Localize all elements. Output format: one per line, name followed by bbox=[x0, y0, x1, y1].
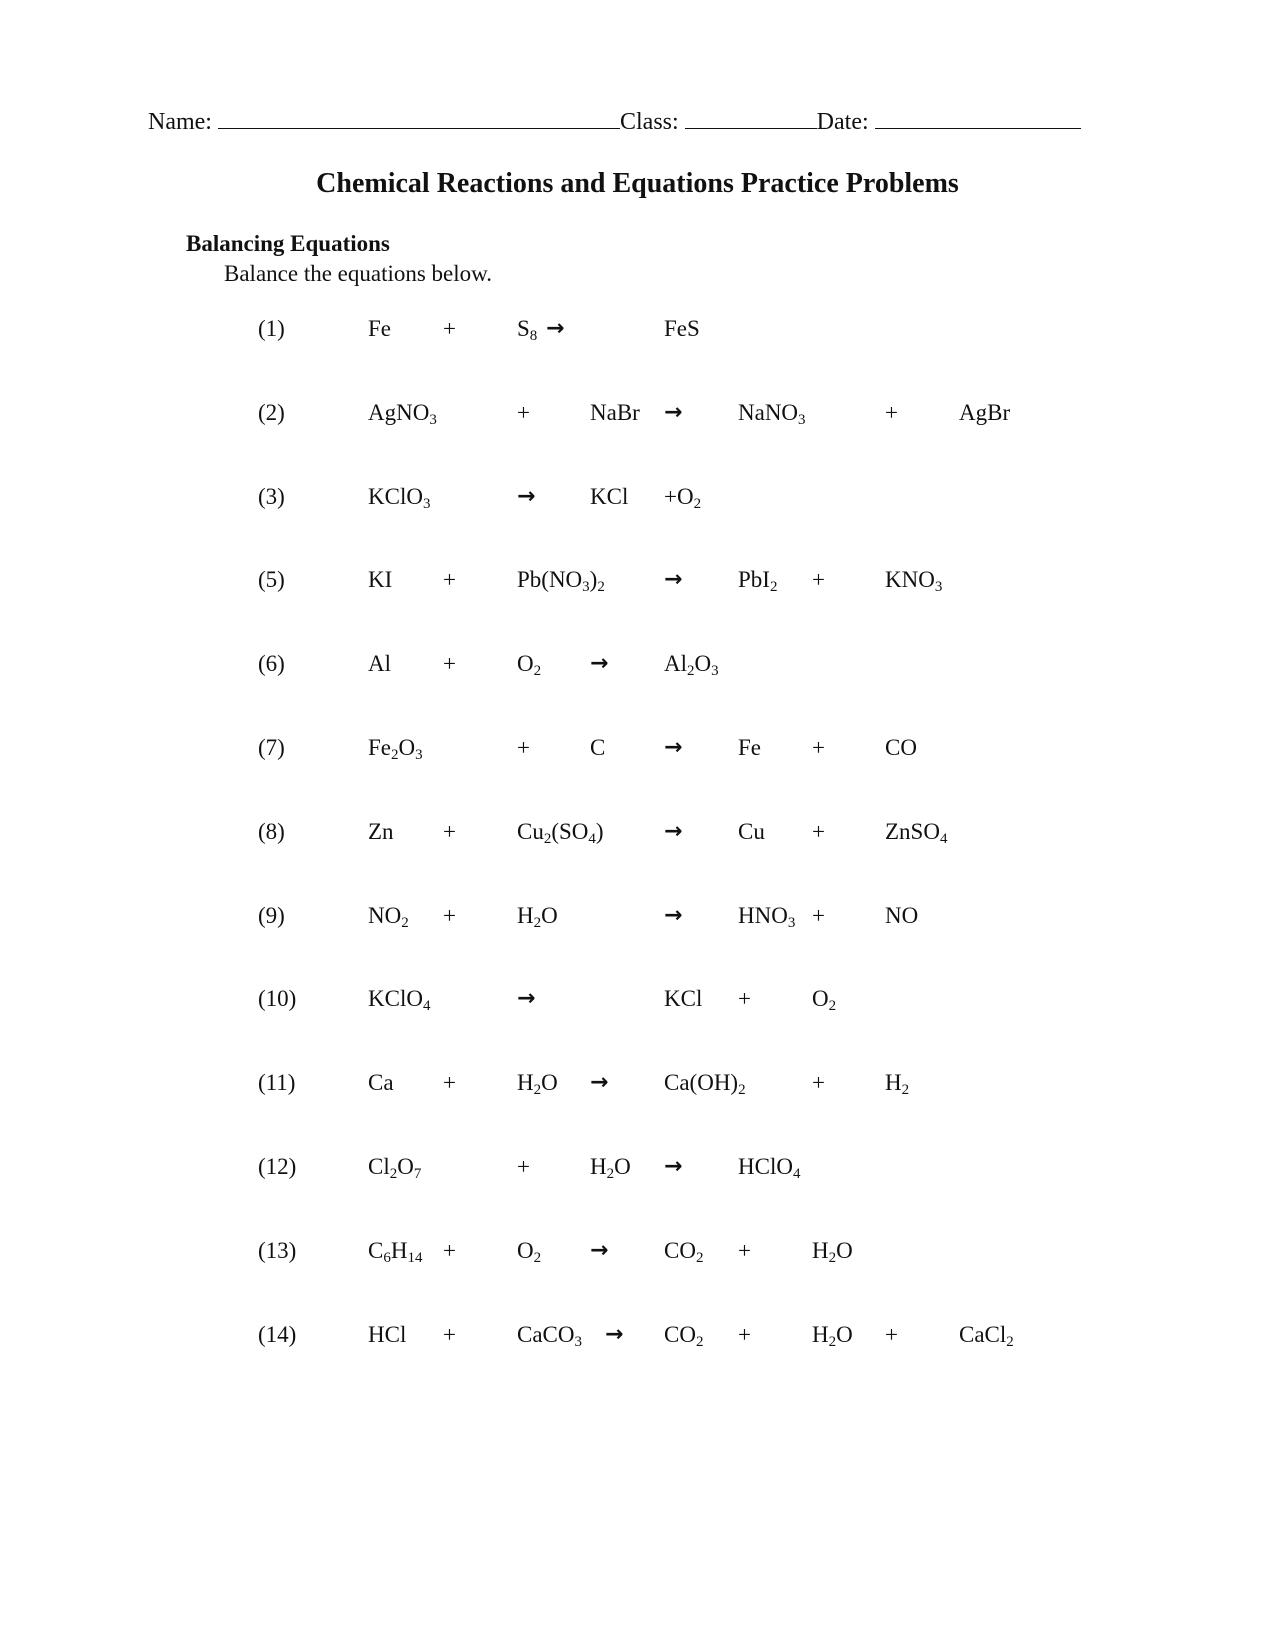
equation-number: (2) bbox=[258, 400, 285, 425]
chemical-formula: $HNO_3$ bbox=[738, 903, 796, 931]
equation-number: (7) bbox=[258, 735, 285, 760]
plus-sign: + bbox=[443, 567, 456, 592]
equation-number: (12) bbox=[258, 1154, 297, 1179]
equation-row bbox=[0, 484, 1275, 524]
plus-sign: + bbox=[517, 735, 530, 760]
chemical-formula: $KNO_3$ bbox=[885, 567, 943, 595]
reaction-arrow-icon: → bbox=[517, 484, 536, 509]
chemical-formula: Ca bbox=[368, 1070, 394, 1095]
chemical-formula: AgBr bbox=[959, 400, 1011, 425]
plus-sign: + bbox=[738, 1322, 751, 1347]
chemical-formula: KI bbox=[368, 567, 393, 592]
plus-sign: + bbox=[517, 400, 530, 425]
chemical-formula: $H_2O$ bbox=[590, 1154, 631, 1182]
name-label: Name: bbox=[148, 109, 212, 135]
chemical-formula: $H_2$ bbox=[885, 1070, 910, 1098]
plus-sign: + bbox=[885, 1322, 898, 1347]
chemical-formula: $Al_2O_3$ bbox=[664, 651, 719, 679]
plus-sign: + bbox=[443, 1322, 456, 1347]
chemical-formula: $Cl_2O_7$ bbox=[368, 1154, 422, 1182]
equation-row bbox=[0, 1070, 1275, 1110]
equation-row bbox=[0, 1238, 1275, 1278]
equation-row bbox=[0, 735, 1275, 775]
plus-sign: + bbox=[885, 400, 898, 425]
plus-sign: + bbox=[443, 819, 456, 844]
chemical-formula: $H_2O$ bbox=[517, 903, 558, 931]
plus-sign: + bbox=[812, 819, 825, 844]
equation-number: (11) bbox=[258, 1070, 296, 1095]
chemical-formula: $H_2O$ bbox=[517, 1070, 558, 1098]
reaction-arrow-icon: → bbox=[590, 1070, 609, 1095]
chemical-formula: $CO_2$ bbox=[664, 1238, 704, 1266]
equation-row bbox=[0, 903, 1275, 943]
chemical-formula: KClO$_3$ bbox=[368, 484, 431, 512]
plus-sign: + bbox=[812, 1070, 825, 1095]
chemical-formula: CaCO$_3$ bbox=[517, 1322, 582, 1350]
date-field[interactable] bbox=[875, 108, 1081, 129]
equation-row bbox=[0, 567, 1275, 607]
reaction-arrow-icon: → bbox=[590, 1238, 609, 1263]
reaction-arrow-icon: → bbox=[664, 819, 683, 844]
reaction-arrow-icon: → bbox=[664, 567, 683, 592]
equation-row bbox=[0, 316, 1275, 356]
equation-row bbox=[0, 1322, 1275, 1362]
plus-sign: + bbox=[443, 1238, 456, 1263]
reaction-arrow-icon: → bbox=[590, 651, 609, 676]
chemical-formula: $H_2O$ bbox=[812, 1322, 853, 1350]
chemical-formula: $+O_2$ bbox=[664, 484, 702, 512]
chemical-formula: KCl bbox=[590, 484, 629, 509]
chemical-formula: $C_6H_{14}$ bbox=[368, 1238, 423, 1266]
chemical-formula: $NO_2$ bbox=[368, 903, 409, 931]
reaction-arrow-icon: → bbox=[664, 1154, 683, 1179]
equation-number: (9) bbox=[258, 903, 285, 928]
plus-sign: + bbox=[812, 567, 825, 592]
chemical-formula: PbI$_2$ bbox=[738, 567, 778, 595]
chemical-formula: $Fe_2O_3$ bbox=[368, 735, 423, 763]
class-label: Class: bbox=[619, 109, 679, 135]
plus-sign: + bbox=[443, 1070, 456, 1095]
chemical-formula: $CO_2$ bbox=[664, 1322, 704, 1350]
chemical-formula: NaNO$_3$ bbox=[738, 400, 806, 428]
chemical-formula: $H_2O$ bbox=[812, 1238, 853, 1266]
reaction-arrow-icon: → bbox=[517, 986, 536, 1011]
chemical-formula: Al bbox=[368, 651, 391, 676]
plus-sign: + bbox=[812, 903, 825, 928]
plus-sign: + bbox=[443, 903, 456, 928]
page-title: Chemical Reactions and Equations Practice Problems bbox=[316, 168, 959, 199]
chemical-formula: $O_2$ bbox=[517, 1238, 542, 1266]
chemical-formula: Fe bbox=[368, 316, 391, 341]
chemical-formula: Zn bbox=[368, 819, 394, 844]
chemical-formula: Fe bbox=[738, 735, 761, 760]
plus-sign: + bbox=[738, 1238, 751, 1263]
equation-number: (5) bbox=[258, 567, 285, 592]
chemical-formula: $Pb(NO_3)_2$ bbox=[517, 567, 605, 595]
chemical-formula: KCl bbox=[664, 986, 703, 1011]
reaction-arrow-icon: → bbox=[546, 316, 565, 341]
plus-sign: + bbox=[812, 735, 825, 760]
date-label: Date: bbox=[816, 109, 869, 135]
chemical-formula: CaCl$_2$ bbox=[959, 1322, 1014, 1350]
equation-row bbox=[0, 651, 1275, 691]
equation-number: (8) bbox=[258, 819, 285, 844]
equation-number: (1) bbox=[258, 316, 285, 341]
class-field[interactable] bbox=[685, 108, 817, 129]
equation-number: (3) bbox=[258, 484, 285, 509]
chemical-formula: $S_8$ bbox=[517, 316, 538, 344]
reaction-arrow-icon: → bbox=[664, 903, 683, 928]
chemical-formula: $Cu_2(SO_4)$ bbox=[517, 819, 604, 847]
plus-sign: + bbox=[517, 1154, 530, 1179]
reaction-arrow-icon: → bbox=[664, 735, 683, 760]
student-info-line bbox=[148, 108, 1081, 136]
equation-row bbox=[0, 1154, 1275, 1194]
chemical-formula: CO bbox=[885, 735, 917, 760]
chemical-formula: KClO$_4$ bbox=[368, 986, 431, 1014]
chemical-formula: HCl bbox=[368, 1322, 407, 1347]
chemical-formula: HClO$_4$ bbox=[738, 1154, 801, 1182]
chemical-formula: NaBr bbox=[590, 400, 640, 425]
chemical-formula: FeS bbox=[664, 316, 700, 341]
chemical-formula: $Ca(OH)_2$ bbox=[664, 1070, 746, 1098]
plus-sign: + bbox=[443, 651, 456, 676]
chemical-formula: C bbox=[590, 735, 606, 760]
chemical-formula: $O_2$ bbox=[517, 651, 542, 679]
reaction-arrow-icon: → bbox=[664, 400, 683, 425]
equation-row bbox=[0, 400, 1275, 440]
reaction-arrow-icon: → bbox=[605, 1322, 624, 1347]
equation-number: (10) bbox=[258, 986, 297, 1011]
equation-number: (13) bbox=[258, 1238, 297, 1263]
name-field[interactable] bbox=[218, 108, 620, 129]
chemical-formula: $O_2$ bbox=[812, 986, 837, 1014]
chemical-formula: Cu bbox=[738, 819, 765, 844]
chemical-formula: AgNO$_3$ bbox=[368, 400, 437, 428]
section-instructions: Balance the equations below. bbox=[224, 261, 493, 286]
equation-number: (6) bbox=[258, 651, 285, 676]
equation-row bbox=[0, 986, 1275, 1026]
equation-number: (14) bbox=[258, 1322, 297, 1347]
section-title: Balancing Equations bbox=[186, 231, 390, 256]
plus-sign: + bbox=[738, 986, 751, 1011]
chemical-formula: NO bbox=[885, 903, 919, 928]
chemical-formula: ZnSO$_4$ bbox=[885, 819, 948, 847]
equation-row bbox=[0, 819, 1275, 859]
plus-sign: + bbox=[443, 316, 456, 341]
